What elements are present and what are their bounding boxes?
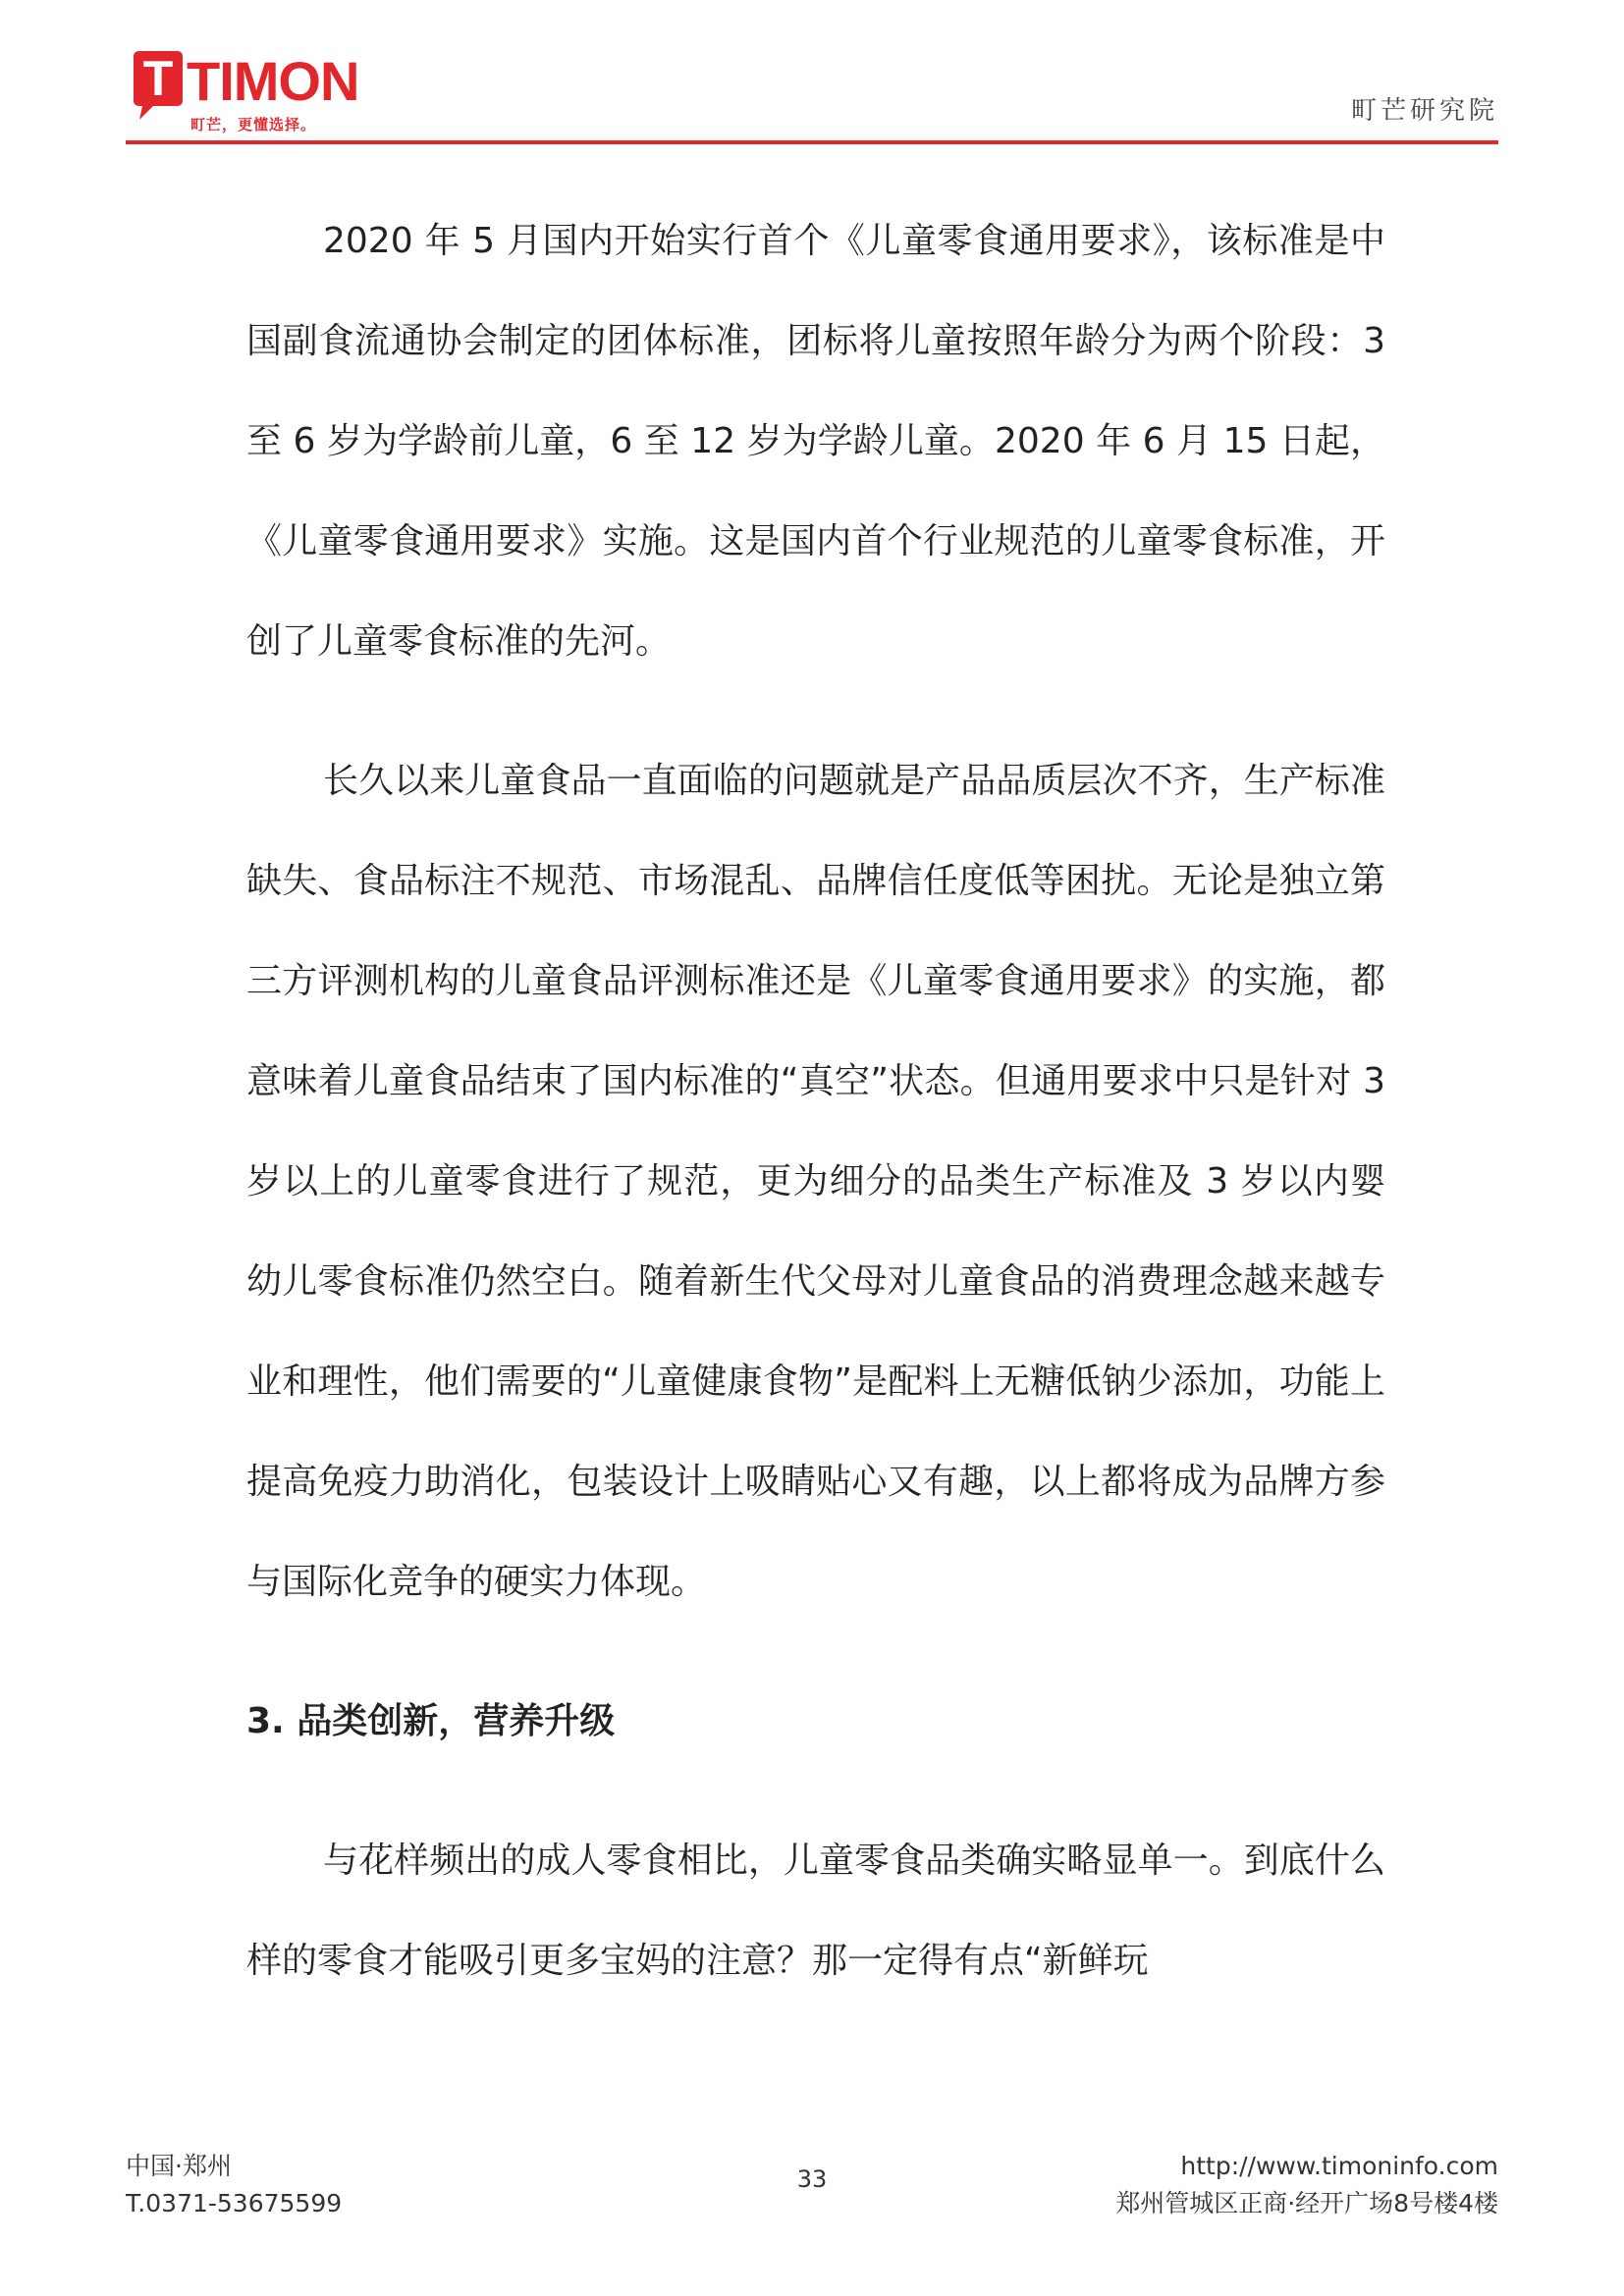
svg-text:T: T xyxy=(142,51,174,106)
section-heading: 3. 品类创新，营养升级 xyxy=(246,1701,616,1741)
paragraph-children-food-issues: 长久以来儿童食品一直面临的问题就是产品品质层次不齐，生产标准缺失、食品标注不规范、市场混乱、品牌信任度低等困扰。无论是独立第三方评测机构的儿童食品评测标准还是《儿童零食通用要求》的实施，都意味着儿童食品结束了国内标准的“真空”状态。但通用要求中只是针对 3 岁以上的儿童零食进行了规范，更为细分的品类生产标准及 3 岁以内婴幼儿零食标准仍然空白。随着新生代父母对儿童食品的消费理念越来越专业和理性，他们需要的“儿童健康食物”是配料上无糖低钠少添加，功能上提高免疫力助消化，包装设计上吸睛贴心又有趣，以上都将成为品牌方参与国际化竞争的硬实力体现。 xyxy=(246,761,1385,1602)
paragraph-category-innovation: 与花样频出的成人零食相比，儿童零食品类确实略显单一。到底什么样的零食才能吸引更多宝妈的注意？那一定得有点“新鲜玩 xyxy=(246,1841,1385,1981)
paragraph-children-snack-standard: 2020 年 5 月国内开始实行首个《儿童零食通用要求》，该标准是中国副食流通协会制定的团体标准，团标将儿童按照年龄分为两个阶段：3 至 6 岁为学龄前儿童，6 至 12 岁为学龄儿童。2020 年 6 月 15 日起，《儿童零食通用要求》实施。这是国内首个行业规范的儿童零食标准，开创了儿童零食标准的先河。 xyxy=(246,221,1385,662)
page-number: 33 xyxy=(796,2165,828,2193)
footer-phone: T.0371-53675599 xyxy=(126,2189,343,2217)
page-header xyxy=(0,0,1624,147)
footer-location: 中国·郑州 xyxy=(126,2152,232,2180)
document-body xyxy=(246,191,1385,2011)
timon-logo xyxy=(126,49,381,137)
footer-info xyxy=(1115,2148,1498,2222)
header-divider xyxy=(126,140,1498,144)
footer-website[interactable]: http://www.timoninfo.com xyxy=(1180,2152,1498,2180)
header-org-name: 町芒研究院 xyxy=(1350,96,1498,126)
footer-address: 郑州管城区正商·经开广场8号楼4楼 xyxy=(1115,2189,1498,2217)
logo-wordmark: TIMON xyxy=(187,50,359,112)
logo-slogan: 町芒，更懂选择。 xyxy=(190,116,317,133)
